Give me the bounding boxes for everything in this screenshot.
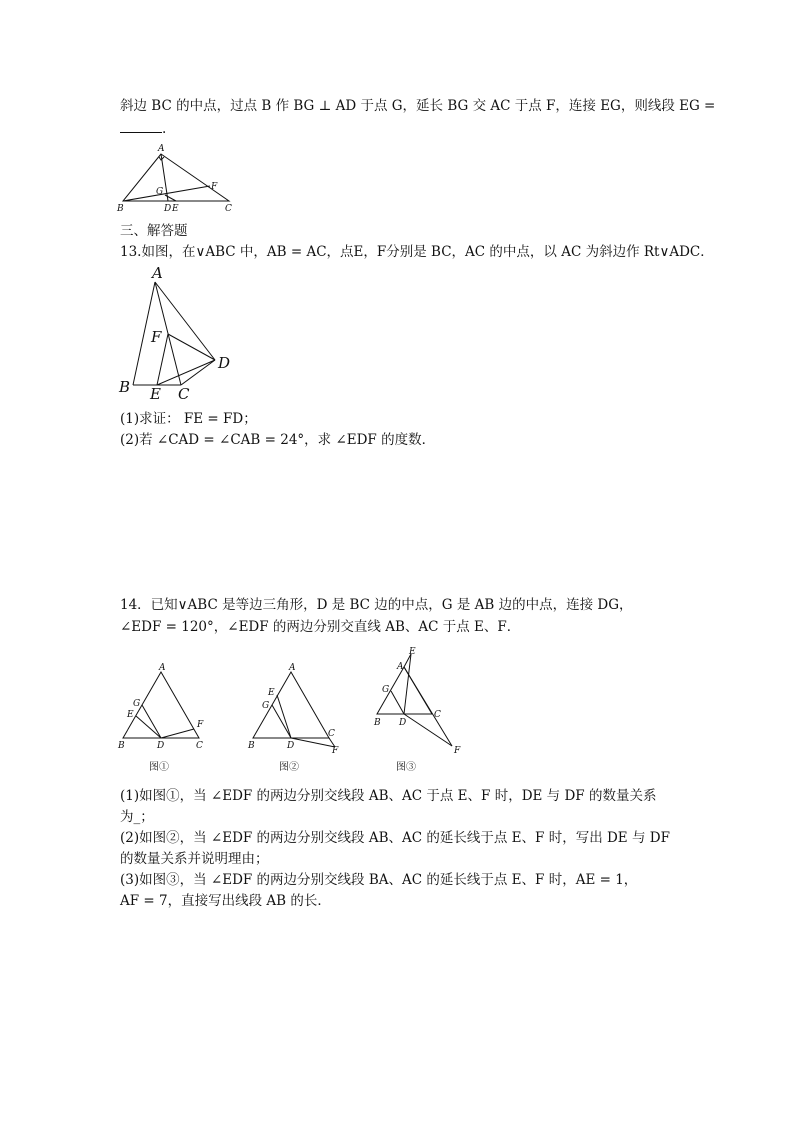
answer-blank (120, 120, 162, 133)
label-g: G (133, 699, 141, 709)
q14-part2-line1: (2)如图②，当 ∠EDF 的两边分别交线段 AB、AC 的延长线于点 E、F 时，写出 DE 与 DF (120, 830, 670, 846)
label-c: C (434, 710, 441, 720)
q14-part3-line2: AF = 7，直接写出线段 AB 的长． (120, 893, 331, 909)
label-a: A (152, 264, 163, 282)
q12-figure (115, 140, 245, 215)
segment-df (404, 714, 452, 746)
label-a: A (289, 663, 296, 673)
segment-ge (165, 195, 176, 201)
label-e: E (268, 688, 275, 698)
label-b: B (118, 741, 125, 751)
q12-period: . (162, 121, 167, 137)
q14-stem-line1: 14．已知∨ABC 是等边三角形，D 是 BC 边的中点，G 是 AB 边的中点，连接 DG， (120, 597, 633, 613)
caption-figure-3: 图③ (396, 762, 416, 773)
segment-df (291, 738, 335, 747)
label-d: D (287, 741, 295, 751)
label-f: F (211, 182, 218, 192)
q14-figure-3 (368, 645, 473, 775)
segment-ad (155, 282, 215, 360)
label-g: G (262, 701, 270, 711)
label-b: B (117, 204, 124, 214)
segment-dg (142, 705, 161, 738)
label-d: D (157, 741, 165, 751)
extension-af (404, 667, 452, 746)
label-f: F (197, 720, 204, 730)
label-d: D (164, 204, 172, 214)
label-b: B (248, 741, 255, 751)
q14-stem-line2: ∠EDF = 120°，∠EDF 的两边分别交直线 AB、AC 于点 E、F． (120, 619, 521, 635)
caption-figure-1: 图① (149, 762, 169, 773)
q14-part1-line2: 为_； (120, 809, 154, 825)
label-b: B (374, 718, 381, 728)
label-f: F (151, 328, 162, 346)
q12-text-line2 (120, 120, 166, 138)
label-d: D (218, 354, 231, 372)
segment-dg (391, 691, 404, 714)
label-c: C (178, 385, 190, 403)
segment-de (404, 654, 411, 714)
label-e: E (409, 647, 416, 657)
label-a: A (158, 144, 165, 154)
label-g: G (382, 685, 390, 695)
label-c: C (196, 741, 203, 751)
triangle-abc (123, 154, 229, 201)
q14-part1-line1: (1)如图①，当 ∠EDF 的两边分别交线段 AB、AC 于点 E、F 时，DE 与 DF 的数量关系 (120, 788, 657, 804)
segment-fd (168, 334, 215, 360)
label-g: G (156, 187, 164, 197)
label-b: B (119, 378, 131, 396)
label-e: E (172, 204, 179, 214)
q14-figure-2 (245, 660, 355, 775)
q13-figure (115, 262, 245, 402)
caption-figure-2: 图② (279, 762, 299, 773)
label-d: D (399, 718, 407, 728)
q13-part1: (1)求证： FE = FD； (120, 411, 257, 427)
label-c: C (225, 204, 232, 214)
section-heading: 三、解答题 (120, 223, 188, 239)
label-a: A (159, 663, 166, 673)
q13-part2: (2)若 ∠CAD = ∠CAB = 24°，求 ∠EDF 的度数． (120, 432, 436, 448)
label-a: A (397, 662, 404, 672)
q12-text-line1: 斜边 BC 的中点，过点 B 作 BG ⊥ AD 于点 G，延长 BG 交 AC 于点 F，连接 EG，则线段 EG = (120, 98, 716, 114)
label-e: E (127, 710, 134, 720)
label-e: E (150, 385, 161, 403)
label-f: F (332, 746, 339, 756)
segment-de (136, 716, 161, 738)
label-c: C (328, 729, 335, 739)
q14-figure-1 (115, 660, 215, 775)
segment-df (161, 729, 194, 738)
label-f: F (454, 746, 461, 756)
q14-part3-line1: (3)如图③，当 ∠EDF 的两边分别交线段 BA、AC 的延长线于点 E、F 时，AE = 1， (120, 872, 638, 888)
q14-part2-line2: 的数量关系并说明理由； (120, 851, 269, 867)
q13-stem: 13.如图，在∨ABC 中，AB = AC，点E，F分别是 BC，AC 的中点，以 AC 为斜边作 Rt∨ADC． (120, 244, 714, 260)
